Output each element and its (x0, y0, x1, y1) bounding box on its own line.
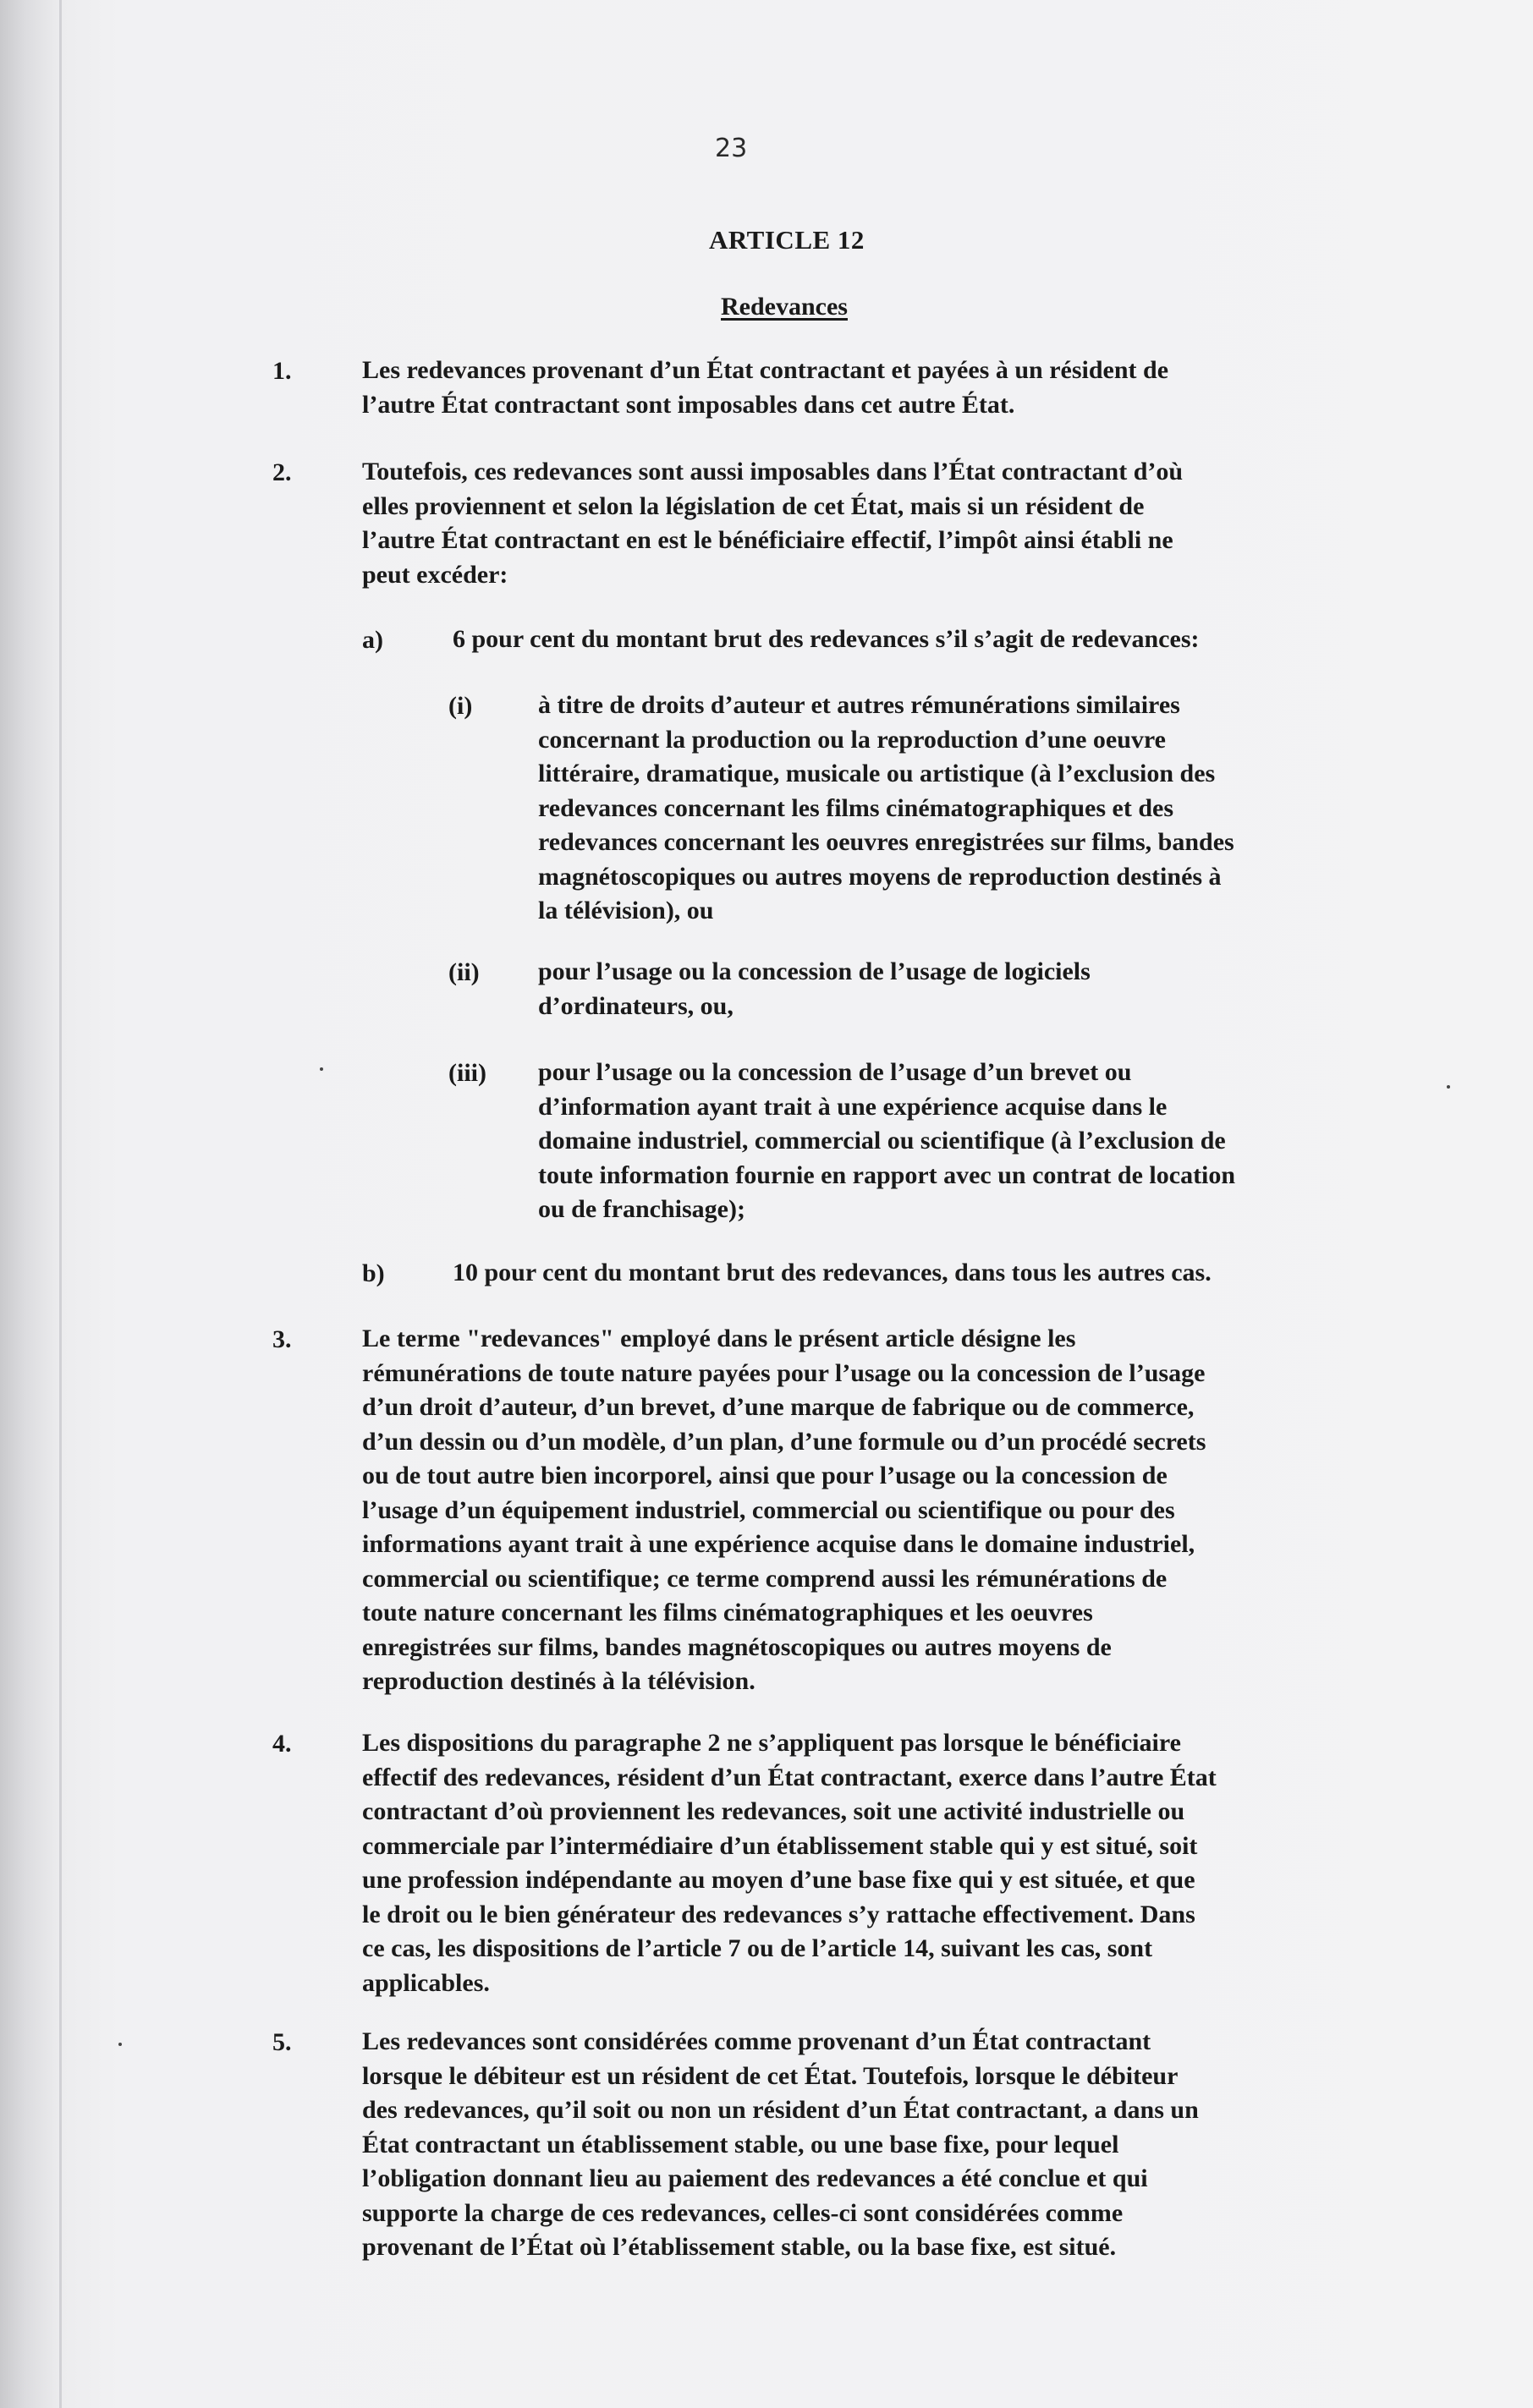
paragraph-number: 1. (272, 357, 292, 385)
paragraph-number: 5. (272, 2028, 292, 2056)
item-label: (ii) (448, 958, 480, 986)
subparagraph-text: 6 pour cent du montant brut des redevances s’il s’agit de redevances: (453, 625, 1200, 653)
page-number: 23 (715, 134, 748, 163)
paragraph-number: 2. (272, 458, 292, 486)
binding-gutter (59, 0, 62, 2408)
paragraph-text: Les redevances sont considérées comme provenant d’un État contractant lorsque le débiteur est un résident de cet État. Toutefois, lorsque le débiteur des redevances, qu’il soit ou non un résident d’un État contractant, a dans un État contractant un établissement stable, ou une base fixe, pour lequel l’obligation donnant lieu au paiement des redevances a été conclue et qui supporte la charge de ces redevances, celles-ci sont considérées comme provenant de l’État où l’établissement stable, ou la base fixe, est situé. (362, 2027, 1199, 2261)
paragraph-text: Les redevances provenant d’un État contractant et payées à un résident de l’autre État contractant sont imposables dans cet autre État. (362, 356, 1169, 419)
paragraph-number: 3. (272, 1325, 292, 1353)
paragraph-text: Toutefois, ces redevances sont aussi imposables dans l’État contractant d’où elles proviennent et selon la législation de cet État, mais si un résident de l’autre État contractant en est le bénéficiaire effectif, l’impôt ainsi établi ne peut excéder: (362, 458, 1184, 589)
item-text: pour l’usage ou la concession de l’usage d’un brevet ou d’information ayant trait à une expérience acquise dans le domaine industriel, commercial ou scientifique (à l’exclusion de toute information fournie en rapport avec un contrat de location ou de franchisage); (538, 1058, 1236, 1223)
item-label: (i) (448, 692, 473, 720)
subparagraph-label: b) (362, 1259, 385, 1287)
paragraph-text: Les dispositions du paragraphe 2 ne s’appliquent pas lorsque le bénéficiaire effectif des redevances, résident d’un État contractant, exerce dans l’autre État contractant d’où proviennent les redevances, soit une activité industrielle ou commerciale par l’intermédiaire d’un établissement stable qui y est situé, soit une profession indépendante au moyen d’une base fixe qui y est située, et que le droit ou le bien générateur des redevances s’y rattache effectivement. Dans ce cas, les dispositions de l’article 7 ou de l’article 14, suivant les cas, sont applicables. (362, 1729, 1217, 1997)
item-label: (iii) (448, 1059, 486, 1087)
article-heading: ARTICLE 12 (709, 225, 865, 255)
subparagraph-text: 10 pour cent du montant brut des redevances, dans tous les autres cas. (453, 1259, 1212, 1286)
item-text: à titre de droits d’auteur et autres rémunérations similaires concernant la production ou la reproduction d’une oeuvre littéraire, dramatique, musicale ou artistique (à l’exclusion des redevances concernant les films cinématographiques et des redevances concernant les oeuvres enregistrées sur films, bandes magnétoscopiques ou autres moyens de reproduction destinés à la télévision), ou (538, 691, 1234, 924)
paragraph-number: 4. (272, 1730, 292, 1758)
scan-speck (320, 1067, 323, 1071)
article-subject-heading: Redevances (721, 293, 848, 321)
item-text: pour l’usage ou la concession de l’usage de logiciels d’ordinateurs, ou, (538, 957, 1091, 1020)
scan-speck (118, 2043, 122, 2046)
scan-speck (1447, 1085, 1450, 1089)
paragraph-text: Le terme "redevances" employé dans le présent article désigne les rémunérations de toute nature payées pour l’usage ou la concession de l’usage d’un droit d’auteur, d’un brevet, d’une marque de fabrique ou de commerce, d’un dessin ou d’un modèle, d’un plan, d’une formule ou d’un procédé secrets ou de tout autre bien incorporel, ainsi que pour l’usage ou la concession de l’usage d’un équipement industriel, commercial ou scientifique ou pour des informations ayant trait à une expérience acquise dans le domaine industriel, commercial ou scientifique; ce terme comprend aussi les rémunérations de toute nature concernant les films cinématographiques et les oeuvres enregistrées sur films, bandes magnétoscopiques ou autres moyens de reproduction destinés à la télévision. (362, 1325, 1206, 1695)
subparagraph-label: a) (362, 626, 383, 654)
